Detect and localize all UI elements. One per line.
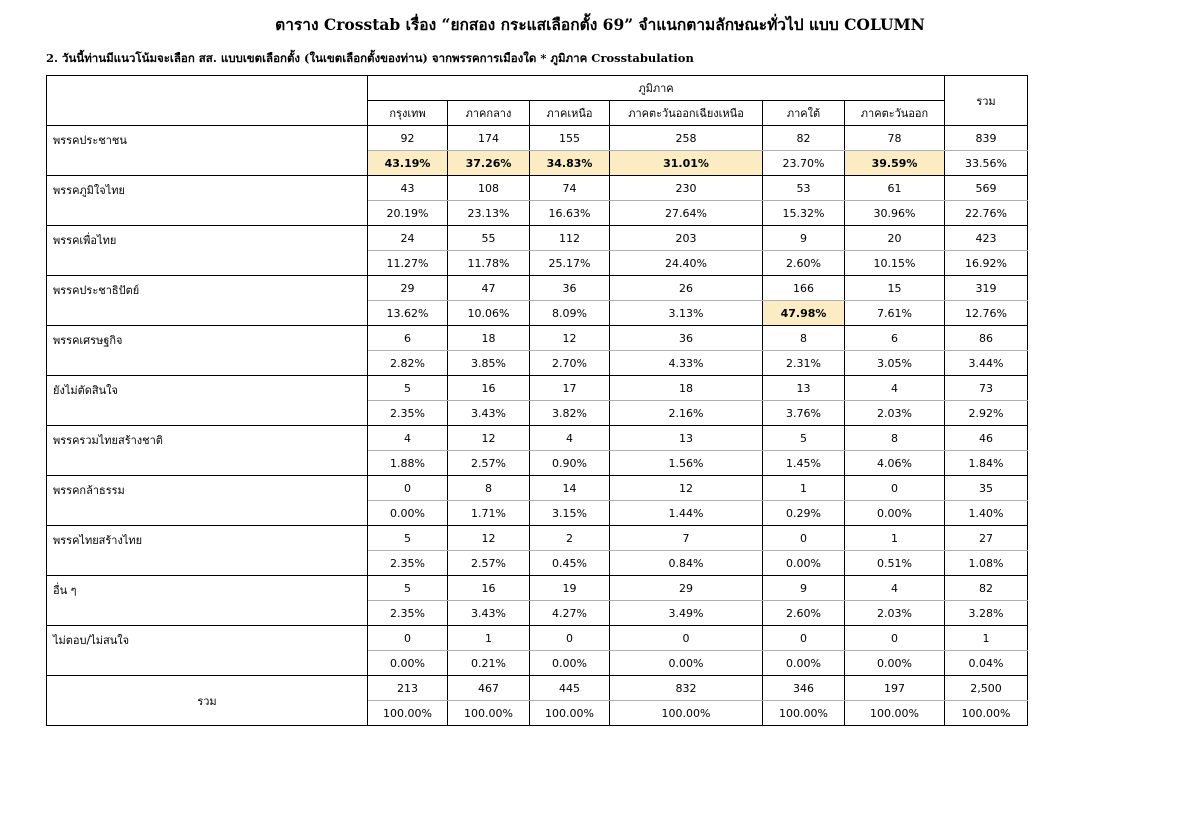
count-cell: 18 [448, 326, 530, 351]
percent-cell: 7.61% [845, 301, 945, 326]
percent-cell: 3.43% [448, 401, 530, 426]
count-cell: 5 [763, 426, 845, 451]
percent-cell: 4.33% [610, 351, 763, 376]
count-cell: 82 [945, 576, 1028, 601]
count-cell: 47 [448, 276, 530, 301]
count-cell: 0 [763, 526, 845, 551]
count-cell: 174 [448, 126, 530, 151]
count-cell: 4 [530, 426, 610, 451]
table-row-count [47, 426, 1028, 451]
page-title: ตาราง Crosstab เรื่อง “ยกสอง กระแสเลือกตั้ง 69” จำแนกตามลักษณะทั่วไป แบบ COLUMN [275, 15, 925, 34]
percent-cell: 2.31% [763, 351, 845, 376]
percent-cell: 1.56% [610, 451, 763, 476]
percent-cell: 0.00% [763, 651, 845, 676]
column-header: ภาคตะวันออกเฉียงเหนือ [610, 101, 763, 126]
percent-cell: 1.84% [945, 451, 1028, 476]
total-count-cell: 346 [763, 676, 845, 701]
percent-cell: 2.35% [368, 401, 448, 426]
count-cell: 319 [945, 276, 1028, 301]
count-cell: 5 [368, 576, 448, 601]
party-label: พรรคเศรษฐกิจ [47, 326, 368, 376]
crosstab-body [47, 126, 1028, 726]
percent-cell: 3.43% [448, 601, 530, 626]
percent-cell: 3.44% [945, 351, 1028, 376]
count-cell: 569 [945, 176, 1028, 201]
percent-cell: 0.00% [610, 651, 763, 676]
percent-cell: 3.76% [763, 401, 845, 426]
count-cell: 8 [763, 326, 845, 351]
count-cell: 74 [530, 176, 610, 201]
percent-cell: 11.78% [448, 251, 530, 276]
percent-cell: 16.92% [945, 251, 1028, 276]
count-cell: 12 [448, 426, 530, 451]
count-cell: 0 [845, 626, 945, 651]
count-cell: 1 [945, 626, 1028, 651]
count-cell: 35 [945, 476, 1028, 501]
total-count-cell: 832 [610, 676, 763, 701]
count-cell: 0 [368, 476, 448, 501]
percent-cell: 2.35% [368, 551, 448, 576]
percent-cell: 31.01% [610, 151, 763, 176]
count-cell: 203 [610, 226, 763, 251]
percent-cell: 3.15% [530, 501, 610, 526]
table-row-count [47, 626, 1028, 651]
percent-cell: 0.00% [763, 551, 845, 576]
count-cell: 55 [448, 226, 530, 251]
count-cell: 18 [610, 376, 763, 401]
column-header: ภาคตะวันออก [845, 101, 945, 126]
count-cell: 8 [448, 476, 530, 501]
percent-cell: 3.85% [448, 351, 530, 376]
percent-cell: 1.08% [945, 551, 1028, 576]
count-cell: 0 [845, 476, 945, 501]
percent-cell: 13.62% [368, 301, 448, 326]
percent-cell: 4.27% [530, 601, 610, 626]
percent-cell: 2.60% [763, 601, 845, 626]
count-cell: 4 [845, 376, 945, 401]
total-column-header: รวม [945, 76, 1028, 126]
count-cell: 423 [945, 226, 1028, 251]
corner-cell [47, 76, 368, 126]
party-label: พรรครวมไทยสร้างชาติ [47, 426, 368, 476]
count-cell: 9 [763, 226, 845, 251]
count-cell: 13 [763, 376, 845, 401]
count-cell: 258 [610, 126, 763, 151]
percent-cell: 0.00% [845, 501, 945, 526]
party-label: อื่น ๆ [47, 576, 368, 626]
percent-cell: 1.44% [610, 501, 763, 526]
percent-cell: 0.51% [845, 551, 945, 576]
column-header: ภาคกลาง [448, 101, 530, 126]
percent-cell: 2.57% [448, 551, 530, 576]
percent-cell: 10.15% [845, 251, 945, 276]
percent-cell: 22.76% [945, 201, 1028, 226]
region-group-header: ภูมิภาค [368, 76, 945, 101]
percent-cell: 2.82% [368, 351, 448, 376]
count-cell: 29 [368, 276, 448, 301]
table-row-count [47, 376, 1028, 401]
percent-cell: 25.17% [530, 251, 610, 276]
percent-cell: 12.76% [945, 301, 1028, 326]
percent-cell: 1.71% [448, 501, 530, 526]
percent-cell: 4.06% [845, 451, 945, 476]
percent-cell: 39.59% [845, 151, 945, 176]
count-cell: 27 [945, 526, 1028, 551]
table-row-count [47, 576, 1028, 601]
count-cell: 0 [368, 626, 448, 651]
count-cell: 53 [763, 176, 845, 201]
percent-cell: 23.70% [763, 151, 845, 176]
total-percent-cell: 100.00% [448, 701, 530, 726]
count-cell: 839 [945, 126, 1028, 151]
count-cell: 14 [530, 476, 610, 501]
party-label: พรรคภูมิใจไทย [47, 176, 368, 226]
percent-cell: 0.00% [530, 651, 610, 676]
count-cell: 92 [368, 126, 448, 151]
count-cell: 46 [945, 426, 1028, 451]
count-cell: 6 [368, 326, 448, 351]
percent-cell: 37.26% [448, 151, 530, 176]
count-cell: 108 [448, 176, 530, 201]
total-percent-cell: 100.00% [945, 701, 1028, 726]
count-cell: 12 [448, 526, 530, 551]
percent-cell: 10.06% [448, 301, 530, 326]
percent-cell: 0.21% [448, 651, 530, 676]
count-cell: 230 [610, 176, 763, 201]
percent-cell: 34.83% [530, 151, 610, 176]
total-row-label: รวม [47, 676, 368, 726]
percent-cell: 43.19% [368, 151, 448, 176]
percent-cell: 3.13% [610, 301, 763, 326]
count-cell: 9 [763, 576, 845, 601]
count-cell: 82 [763, 126, 845, 151]
count-cell: 61 [845, 176, 945, 201]
count-cell: 16 [448, 376, 530, 401]
table-row-count [47, 276, 1028, 301]
count-cell: 7 [610, 526, 763, 551]
count-cell: 8 [845, 426, 945, 451]
total-count-cell: 2,500 [945, 676, 1028, 701]
count-cell: 16 [448, 576, 530, 601]
count-cell: 36 [610, 326, 763, 351]
table-row-count [47, 326, 1028, 351]
total-percent-cell: 100.00% [610, 701, 763, 726]
total-count-cell: 213 [368, 676, 448, 701]
count-cell: 155 [530, 126, 610, 151]
percent-cell: 1.45% [763, 451, 845, 476]
count-cell: 26 [610, 276, 763, 301]
count-cell: 43 [368, 176, 448, 201]
percent-cell: 2.03% [845, 401, 945, 426]
column-header: กรุงเทพ [368, 101, 448, 126]
percent-cell: 2.16% [610, 401, 763, 426]
count-cell: 20 [845, 226, 945, 251]
total-count-cell: 445 [530, 676, 610, 701]
count-cell: 2 [530, 526, 610, 551]
percent-cell: 47.98% [763, 301, 845, 326]
count-cell: 1 [448, 626, 530, 651]
percent-cell: 27.64% [610, 201, 763, 226]
count-cell: 15 [845, 276, 945, 301]
percent-cell: 33.56% [945, 151, 1028, 176]
percent-cell: 3.49% [610, 601, 763, 626]
percent-cell: 0.90% [530, 451, 610, 476]
table-row-count [47, 476, 1028, 501]
total-percent-cell: 100.00% [845, 701, 945, 726]
percent-cell: 0.00% [368, 501, 448, 526]
count-cell: 24 [368, 226, 448, 251]
column-header: ภาคเหนือ [530, 101, 610, 126]
percent-cell: 16.63% [530, 201, 610, 226]
percent-cell: 24.40% [610, 251, 763, 276]
percent-cell: 2.60% [763, 251, 845, 276]
percent-cell: 3.05% [845, 351, 945, 376]
count-cell: 1 [845, 526, 945, 551]
total-percent-cell: 100.00% [530, 701, 610, 726]
total-percent-cell: 100.00% [763, 701, 845, 726]
count-cell: 36 [530, 276, 610, 301]
percent-cell: 0.00% [368, 651, 448, 676]
count-cell: 0 [610, 626, 763, 651]
percent-cell: 8.09% [530, 301, 610, 326]
percent-cell: 2.57% [448, 451, 530, 476]
count-cell: 78 [845, 126, 945, 151]
column-header: ภาคใต้ [763, 101, 845, 126]
percent-cell: 30.96% [845, 201, 945, 226]
crosstab-table [46, 75, 1028, 726]
count-cell: 0 [530, 626, 610, 651]
party-label: พรรคประชาชน [47, 126, 368, 176]
percent-cell: 0.04% [945, 651, 1028, 676]
table-row-count [47, 176, 1028, 201]
party-label: ยังไม่ตัดสินใจ [47, 376, 368, 426]
total-count-cell: 467 [448, 676, 530, 701]
percent-cell: 2.70% [530, 351, 610, 376]
party-label: พรรคประชาธิปัตย์ [47, 276, 368, 326]
percent-cell: 1.40% [945, 501, 1028, 526]
count-cell: 73 [945, 376, 1028, 401]
percent-cell: 3.28% [945, 601, 1028, 626]
percent-cell: 1.88% [368, 451, 448, 476]
count-cell: 86 [945, 326, 1028, 351]
table-subtitle: 2. วันนี้ท่านมีแนวโน้มจะเลือก สส. แบบเขตเลือกตั้ง (ในเขตเลือกตั้งของท่าน) จากพรรคการเมืองใด * ภูมิภาค Crosstabulation [46, 51, 694, 65]
count-cell: 4 [368, 426, 448, 451]
count-cell: 29 [610, 576, 763, 601]
percent-cell: 0.29% [763, 501, 845, 526]
count-cell: 19 [530, 576, 610, 601]
count-cell: 12 [530, 326, 610, 351]
party-label: พรรคกล้าธรรม [47, 476, 368, 526]
percent-cell: 15.32% [763, 201, 845, 226]
table-row-count [47, 226, 1028, 251]
count-cell: 6 [845, 326, 945, 351]
percent-cell: 0.84% [610, 551, 763, 576]
count-cell: 17 [530, 376, 610, 401]
total-count-cell: 197 [845, 676, 945, 701]
count-cell: 4 [845, 576, 945, 601]
percent-cell: 11.27% [368, 251, 448, 276]
percent-cell: 0.00% [845, 651, 945, 676]
table-row-count [47, 526, 1028, 551]
count-cell: 166 [763, 276, 845, 301]
count-cell: 0 [763, 626, 845, 651]
total-percent-cell: 100.00% [368, 701, 448, 726]
percent-cell: 3.82% [530, 401, 610, 426]
percent-cell: 23.13% [448, 201, 530, 226]
count-cell: 13 [610, 426, 763, 451]
party-label: พรรคเพื่อไทย [47, 226, 368, 276]
count-cell: 12 [610, 476, 763, 501]
table-row-count [47, 126, 1028, 151]
party-label: ไม่ตอบ/ไม่สนใจ [47, 626, 368, 676]
percent-cell: 2.03% [845, 601, 945, 626]
count-cell: 5 [368, 526, 448, 551]
percent-cell: 2.92% [945, 401, 1028, 426]
count-cell: 112 [530, 226, 610, 251]
total-row-count [47, 676, 1028, 701]
party-label: พรรคไทยสร้างไทย [47, 526, 368, 576]
count-cell: 1 [763, 476, 845, 501]
percent-cell: 2.35% [368, 601, 448, 626]
percent-cell: 0.45% [530, 551, 610, 576]
percent-cell: 20.19% [368, 201, 448, 226]
count-cell: 5 [368, 376, 448, 401]
